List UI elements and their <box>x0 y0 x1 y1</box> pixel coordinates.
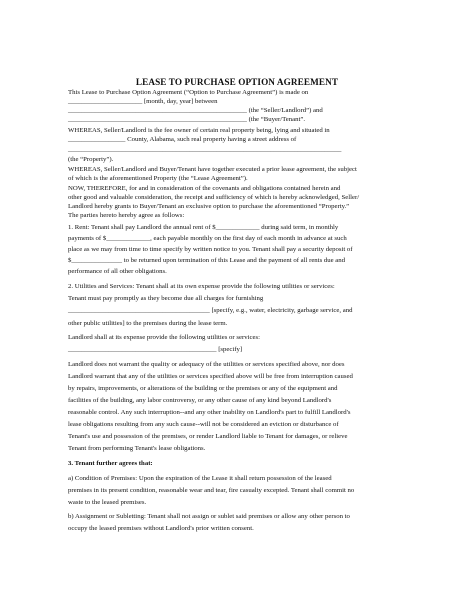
utilities-line-1: 2. Utilities and Services: Tenant shall at its own expense provide the following utilities or services: <box>68 283 335 290</box>
landlord-utilities-line-2: ____________________________________________ [specify] <box>68 346 243 353</box>
document-title: LEASE TO PURCHASE OPTION AGREEMENT <box>135 77 339 87</box>
warranty-line-6: lease obligations resulting from any such cause--will not be considered an eviction or disturbance of <box>68 421 339 428</box>
warranty-line-5: reasonable control. Any such interruption--and any other inability on Landlord's part to fulfill Landlord's <box>68 409 351 416</box>
whereas-1-line-1: WHEREAS, Seller/Landlord is the fee owner of certain real property being, lying and situated in <box>68 127 330 134</box>
utilities-line-4: other public utilities] to the premises during the lease term. <box>68 320 228 327</box>
property-line: (the “Property”). <box>68 156 114 163</box>
assignment-line-2: occupy the leased premises without Landlord's prior written consent. <box>68 525 254 532</box>
rent-line-3: place as we may from time to time specify by written notice to you. Tenant shall pay a security deposit of <box>68 246 353 253</box>
utilities-line-2: Tenant must pay promptly as they become due all charges for furnishing <box>68 295 264 302</box>
condition-line-2: premises in its present condition, reasonable wear and tear, fire casualty excepted. Tenant shall commit no <box>68 487 355 494</box>
now-therefore-line-4: The parties hereto hereby agree as follows: <box>68 212 185 219</box>
date-line: ______________________ [month, day, year] between <box>68 98 218 105</box>
now-therefore-line-1: NOW, THEREFORE, for and in consideration of the covenants and obligations contained herein and <box>68 185 341 192</box>
warranty-line-2: Landlord warrant that any of the utilities or services specified above will be free from interruption caused <box>68 373 353 380</box>
buyer-line: _____________________________________________________ (the “Buyer/Tenant”. <box>68 116 306 123</box>
rent-line-5: performance of all other obligations. <box>68 268 167 275</box>
warranty-line-1: Landlord does not warrant the quality or adequacy of the utilities or services specified above, nor does <box>68 361 345 368</box>
warranty-line-3: by repairs, improvements, or alterations of the building or the premises or any of the equipment and <box>68 385 338 392</box>
now-therefore-line-2: other good and valuable consideration, the receipt and sufficiency of which is hereby acknowledged, Seller/ <box>68 194 360 201</box>
intro-line: This Lease to Purchase Option Agreement (“Option to Purchase Agreement”) is made on <box>68 89 309 96</box>
address-line: _________________________________________________________________________________ <box>68 146 342 153</box>
warranty-line-8: Tenant from performing Tenant's lease obligations. <box>68 445 206 452</box>
tenant-agrees-heading: 3. Tenant further agrees that: <box>68 460 153 467</box>
rent-line-4: $_______________ to be returned upon termination of this Lease and the payment of all rents due and <box>68 257 346 264</box>
warranty-line-7: Tenant's use and possession of the premises, or render Landlord liable to Tenant for damages, or relieve <box>68 433 348 440</box>
now-therefore-line-3: Landlord hereby grants to Buyer/Tenant an exclusive option to purchase the aforementioned “Property.” <box>68 203 350 210</box>
condition-line-3: waste to the leased premises. <box>68 499 147 506</box>
whereas-1-line-2: _________________ County, Alabama, such real property having a street address of <box>68 136 297 143</box>
seller-line: _____________________________________________________ (the “Seller/Landlord”) and <box>68 107 323 114</box>
assignment-line-1: b) Assignment or Subletting: Tenant shall not assign or sublet said premises or allow any other person to <box>68 513 350 520</box>
rent-line-1: 1. Rent: Tenant shall pay Landlord the annual rent of $_____________ during said term, in monthly <box>68 224 339 231</box>
whereas-2-line-1: WHEREAS, Seller/Landlord and Buyer/Tenant have together executed a prior lease agreement, the subject <box>68 166 357 173</box>
landlord-utilities-line-1: Landlord shall at its expense provide the following utilities or services: <box>68 334 260 341</box>
whereas-2-line-2: of which is the aforementioned Property (the “Lease Agreement”). <box>68 175 248 182</box>
utilities-line-3: __________________________________________ [specify, e.g., water, electricity, garbage service, and <box>68 307 353 314</box>
warranty-line-4: facilities of the building, any labor controversy, or any other cause of any kind beyond Landlord's <box>68 397 332 404</box>
rent-line-2: payments of $_____________, each payable monthly on the first day of each month in advance at such <box>68 235 347 242</box>
condition-line-1: a) Condition of Premises: Upon the expiration of the Lease it shall return possession of the leased <box>68 475 332 482</box>
